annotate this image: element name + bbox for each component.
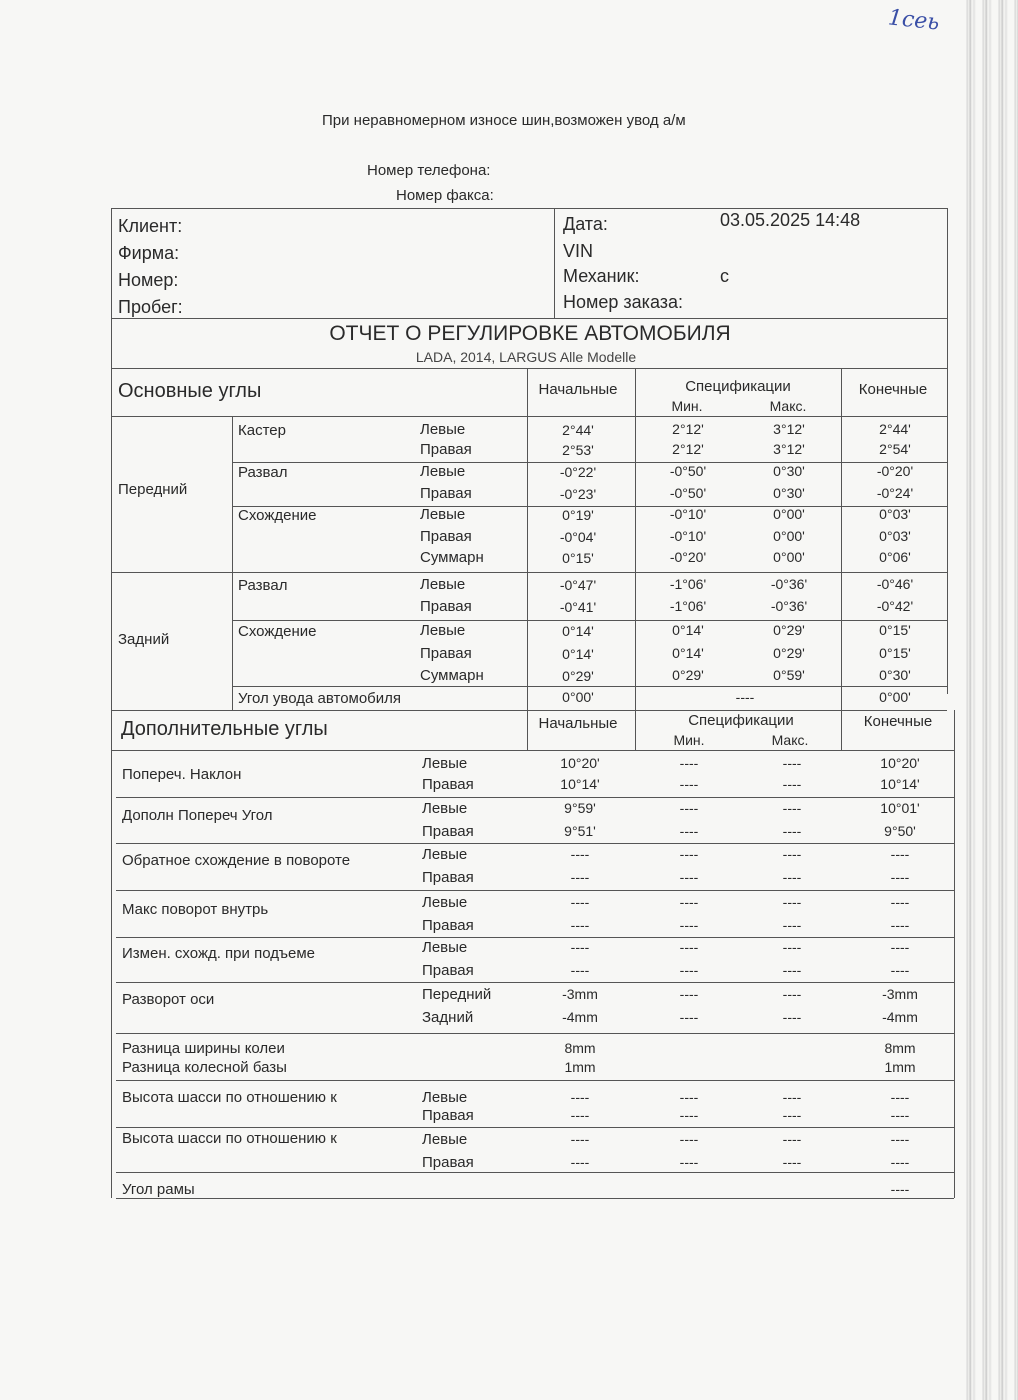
extra-row-initial: 9°51' bbox=[564, 823, 596, 839]
main-row-final: 0°15' bbox=[879, 645, 911, 661]
extra-col-min: Мин. bbox=[673, 732, 705, 748]
extra-row-initial: -4mm bbox=[562, 1009, 598, 1025]
extra-heading: Дополнительные углы bbox=[121, 718, 328, 740]
extra-row-max: ---- bbox=[782, 846, 802, 862]
extra-row-side: Правая bbox=[422, 869, 474, 886]
extra-row-side: Левые bbox=[422, 894, 468, 911]
number-label: Номер: bbox=[118, 270, 179, 290]
main-row-group: Схождение bbox=[238, 507, 317, 524]
main-row-final: 2°44' bbox=[879, 421, 911, 437]
extra-row-side: Правая bbox=[422, 1107, 474, 1124]
main-row-side: Левые bbox=[420, 463, 466, 480]
extra-row-min: ---- bbox=[679, 894, 699, 910]
scan-artifact-edge bbox=[960, 0, 1018, 1400]
extra-row-initial: ---- bbox=[570, 1131, 590, 1147]
extra-row-final: ---- bbox=[890, 962, 910, 978]
extra-row-side: Правая bbox=[422, 962, 474, 979]
extra-row-min: ---- bbox=[679, 962, 699, 978]
main-row-max: -0°36' bbox=[770, 598, 808, 614]
extra-row-side: Левые bbox=[422, 939, 468, 956]
main-row-min: -1°06' bbox=[669, 576, 707, 592]
main-row-min: 2°12' bbox=[672, 441, 704, 457]
extra-row-side: Задний bbox=[422, 1009, 474, 1026]
main-row-initial: 0°29' bbox=[562, 668, 594, 684]
fax-label: Номер факса: bbox=[396, 187, 494, 204]
thrust-angle-spec: ---- bbox=[735, 689, 755, 705]
extra-row-min: ---- bbox=[679, 823, 699, 839]
main-row-initial: 0°19' bbox=[562, 507, 594, 523]
main-row-group: Развал bbox=[238, 464, 288, 481]
main-row-initial: -0°22' bbox=[559, 464, 597, 480]
extra-row-max: ---- bbox=[782, 755, 802, 771]
thrust-angle-final: 0°00' bbox=[879, 689, 911, 705]
extra-row-max: ---- bbox=[782, 917, 802, 933]
main-row-side: Правая bbox=[420, 441, 472, 458]
extra-row-label: Разворот оси bbox=[122, 991, 215, 1008]
main-row-group: Развал bbox=[238, 577, 288, 594]
main-row-max: 0°59' bbox=[773, 667, 805, 683]
extra-row-min: ---- bbox=[679, 917, 699, 933]
main-row-initial: -0°04' bbox=[559, 529, 597, 545]
extra-row-label: Разница ширины колеи bbox=[122, 1040, 285, 1057]
main-row-initial: -0°47' bbox=[559, 577, 597, 593]
extra-row-min: ---- bbox=[679, 869, 699, 885]
main-row-min: 0°14' bbox=[672, 622, 704, 638]
extra-row-max: ---- bbox=[782, 869, 802, 885]
rear-axle-label: Задний bbox=[118, 631, 170, 648]
extra-col-spec: Спецификации bbox=[688, 712, 794, 729]
main-row-min: -0°50' bbox=[669, 485, 707, 501]
extra-row-max: ---- bbox=[782, 894, 802, 910]
extra-row-final: ---- bbox=[890, 1107, 910, 1123]
extra-row-side: Левые bbox=[422, 800, 468, 817]
extra-row-min: ---- bbox=[679, 1107, 699, 1123]
extra-row-max: ---- bbox=[782, 939, 802, 955]
main-row-side: Правая bbox=[420, 598, 472, 615]
extra-row-label: Разница колесной базы bbox=[122, 1059, 287, 1076]
main-row-side: Правая bbox=[420, 645, 472, 662]
date-value: 03.05.2025 14:48 bbox=[720, 210, 861, 230]
extra-row-max: ---- bbox=[782, 1009, 802, 1025]
extra-row-final: ---- bbox=[890, 1089, 910, 1105]
main-row-side: Левые bbox=[420, 506, 466, 523]
vin-label: VIN bbox=[563, 241, 594, 261]
extra-row-final: ---- bbox=[890, 869, 910, 885]
extra-col-max: Макс. bbox=[771, 732, 809, 748]
extra-row-final: 1mm bbox=[884, 1059, 916, 1075]
extra-row-initial: 1mm bbox=[564, 1059, 596, 1075]
thrust-angle-initial: 0°00' bbox=[562, 689, 594, 705]
mechanic-label: Механик: bbox=[563, 266, 640, 286]
extra-row-min: ---- bbox=[679, 1089, 699, 1105]
extra-row-max: ---- bbox=[782, 962, 802, 978]
main-row-min: 2°12' bbox=[672, 421, 704, 437]
main-col-final: Конечные bbox=[858, 381, 928, 398]
extra-row-label: Попереч. Наклон bbox=[122, 766, 242, 783]
extra-row-final: -4mm bbox=[882, 1009, 918, 1025]
extra-row-initial: ---- bbox=[570, 962, 590, 978]
main-row-final: 0°03' bbox=[879, 528, 911, 544]
main-row-final: 0°15' bbox=[879, 622, 911, 638]
extra-row-max: ---- bbox=[782, 823, 802, 839]
extra-row-min: ---- bbox=[679, 986, 699, 1002]
main-row-max: 3°12' bbox=[773, 441, 805, 457]
extra-row-final: 9°50' bbox=[884, 823, 916, 839]
mileage-label: Пробег: bbox=[118, 297, 183, 317]
main-row-max: 0°29' bbox=[773, 622, 805, 638]
extra-row-side: Правая bbox=[422, 823, 474, 840]
main-row-max: 0°00' bbox=[773, 506, 805, 522]
main-row-side: Левые bbox=[420, 576, 466, 593]
extra-row-side: Передний bbox=[422, 986, 492, 1003]
main-row-min: -0°10' bbox=[669, 528, 707, 544]
extra-row-max: ---- bbox=[782, 986, 802, 1002]
extra-row-side: Правая bbox=[422, 917, 474, 934]
main-col-initial: Начальные bbox=[538, 381, 618, 398]
main-row-final: 0°06' bbox=[879, 549, 911, 565]
extra-row-initial: 10°14' bbox=[560, 776, 600, 792]
extra-row-label: Высота шасси по отношению к bbox=[122, 1130, 337, 1147]
extra-row-side: Левые bbox=[422, 1131, 468, 1148]
client-label: Клиент: bbox=[118, 216, 183, 236]
main-row-final: -0°42' bbox=[876, 598, 914, 614]
extra-row-min: ---- bbox=[679, 1009, 699, 1025]
main-col-max: Макс. bbox=[769, 398, 807, 414]
main-row-final: -0°24' bbox=[876, 485, 914, 501]
main-col-min: Мин. bbox=[671, 398, 703, 414]
extra-row-initial: 9°59' bbox=[564, 800, 596, 816]
extra-row-initial: ---- bbox=[570, 1089, 590, 1105]
extra-row-max: ---- bbox=[782, 1131, 802, 1147]
extra-row-initial: 8mm bbox=[564, 1040, 596, 1056]
extra-row-min: ---- bbox=[679, 776, 699, 792]
extra-row-initial: ---- bbox=[570, 1154, 590, 1170]
extra-col-initial: Начальные bbox=[538, 715, 618, 732]
front-axle-label: Передний bbox=[118, 481, 188, 498]
extra-row-initial: ---- bbox=[570, 894, 590, 910]
extra-row-final: ---- bbox=[890, 846, 910, 862]
main-col-spec: Спецификации bbox=[685, 378, 791, 395]
main-row-min: 0°14' bbox=[672, 645, 704, 661]
extra-row-label: Макс поворот внутрь bbox=[122, 901, 269, 918]
main-row-min: 0°29' bbox=[672, 667, 704, 683]
extra-row-max: ---- bbox=[782, 800, 802, 816]
notice-text: При неравномерном износе шин,возможен увод а/м bbox=[322, 112, 686, 129]
extra-row-min: ---- bbox=[679, 939, 699, 955]
main-row-initial: 2°44' bbox=[562, 422, 594, 438]
main-row-final: -0°20' bbox=[876, 463, 914, 479]
extra-row-side: Левые bbox=[422, 846, 468, 863]
extra-row-max: ---- bbox=[782, 1089, 802, 1105]
main-row-max: 0°00' bbox=[773, 549, 805, 565]
date-label: Дата: bbox=[563, 214, 608, 234]
handwritten-mark: 1сеь bbox=[886, 5, 941, 36]
extra-row-side: Левые bbox=[422, 1089, 468, 1106]
extra-row-final: ---- bbox=[890, 1154, 910, 1170]
extra-row-max: ---- bbox=[782, 1154, 802, 1170]
extra-row-initial: ---- bbox=[570, 846, 590, 862]
firm-label: Фирма: bbox=[118, 243, 180, 263]
main-row-group: Схождение bbox=[238, 623, 317, 640]
extra-row-min: ---- bbox=[679, 1131, 699, 1147]
main-row-min: -0°20' bbox=[669, 549, 707, 565]
extra-row-final: 10°20' bbox=[880, 755, 920, 771]
extra-row-min: ---- bbox=[679, 846, 699, 862]
extra-row-min: ---- bbox=[679, 755, 699, 771]
main-row-max: 3°12' bbox=[773, 421, 805, 437]
extra-row-final: ---- bbox=[890, 1181, 910, 1197]
main-row-side: Левые bbox=[420, 622, 466, 639]
extra-row-initial: ---- bbox=[570, 939, 590, 955]
main-row-final: -0°46' bbox=[876, 576, 914, 592]
phone-label: Номер телефона: bbox=[367, 162, 491, 179]
main-heading: Основные углы bbox=[118, 380, 262, 402]
main-row-max: -0°36' bbox=[770, 576, 808, 592]
report-subtitle: LADA, 2014, LARGUS Alle Modelle bbox=[415, 349, 637, 365]
main-row-side: Правая bbox=[420, 485, 472, 502]
main-row-min: -1°06' bbox=[669, 598, 707, 614]
report-title: ОТЧЕТ О РЕГУЛИРОВКЕ АВТОМОБИЛЯ bbox=[329, 322, 731, 345]
extra-row-final: ---- bbox=[890, 939, 910, 955]
extra-row-label: Обратное схождение в повороте bbox=[122, 852, 351, 869]
order-label: Номер заказа: bbox=[563, 292, 684, 312]
mechanic-value: с bbox=[720, 266, 729, 286]
extra-col-final: Конечные bbox=[863, 713, 933, 730]
extra-row-initial: ---- bbox=[570, 869, 590, 885]
main-row-max: 0°30' bbox=[773, 463, 805, 479]
main-row-initial: 0°15' bbox=[562, 550, 594, 566]
main-row-final: 0°30' bbox=[879, 667, 911, 683]
main-row-max: 0°29' bbox=[773, 645, 805, 661]
extra-row-max: ---- bbox=[782, 1107, 802, 1123]
main-row-initial: -0°23' bbox=[559, 486, 597, 502]
extra-row-initial: -3mm bbox=[562, 986, 598, 1002]
main-row-final: 0°03' bbox=[879, 506, 911, 522]
extra-row-final: ---- bbox=[890, 917, 910, 933]
main-row-side: Суммарн bbox=[420, 549, 484, 566]
extra-row-label: Угол рамы bbox=[122, 1181, 195, 1198]
extra-row-min: ---- bbox=[679, 1154, 699, 1170]
extra-row-side: Правая bbox=[422, 776, 474, 793]
extra-row-label: Дополн Попереч Угол bbox=[122, 807, 273, 824]
main-row-final: 2°54' bbox=[879, 441, 911, 457]
main-row-side: Правая bbox=[420, 528, 472, 545]
main-row-initial: 0°14' bbox=[562, 646, 594, 662]
main-row-max: 0°00' bbox=[773, 528, 805, 544]
main-row-min: -0°10' bbox=[669, 506, 707, 522]
extra-row-label: Измен. схожд. при подъеме bbox=[122, 945, 316, 962]
main-row-initial: -0°41' bbox=[559, 599, 597, 615]
main-row-min: -0°50' bbox=[669, 463, 707, 479]
extra-row-side: Левые bbox=[422, 755, 468, 772]
extra-row-final: 8mm bbox=[884, 1040, 916, 1056]
extra-row-final: 10°14' bbox=[880, 776, 920, 792]
extra-row-initial: ---- bbox=[570, 1107, 590, 1123]
extra-row-label: Высота шасси по отношению к bbox=[122, 1089, 337, 1106]
main-row-side: Суммарн bbox=[420, 667, 484, 684]
main-row-initial: 0°14' bbox=[562, 623, 594, 639]
main-row-max: 0°30' bbox=[773, 485, 805, 501]
thrust-angle-label: Угол увода автомобиля bbox=[238, 690, 402, 707]
main-row-initial: 2°53' bbox=[562, 442, 594, 458]
extra-row-final: -3mm bbox=[882, 986, 918, 1002]
extra-row-side: Правая bbox=[422, 1154, 474, 1171]
extra-row-final: ---- bbox=[890, 1131, 910, 1147]
extra-row-final: ---- bbox=[890, 894, 910, 910]
extra-row-max: ---- bbox=[782, 776, 802, 792]
extra-row-initial: 10°20' bbox=[560, 755, 600, 771]
main-row-group: Кастер bbox=[238, 422, 286, 439]
extra-row-initial: ---- bbox=[570, 917, 590, 933]
extra-row-min: ---- bbox=[679, 800, 699, 816]
main-row-side: Левые bbox=[420, 421, 466, 438]
extra-row-final: 10°01' bbox=[880, 800, 920, 816]
